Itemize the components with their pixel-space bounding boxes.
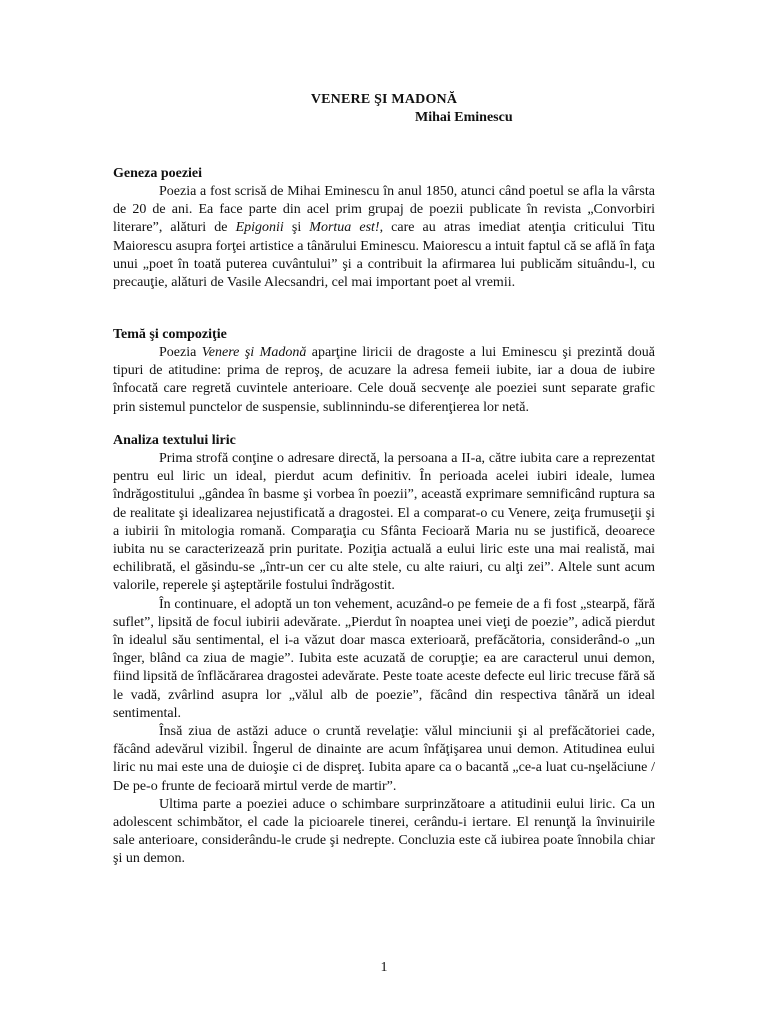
section-paragraph: Ultima parte a poeziei aduce o schimbare surprinzătoare a atitudinii eului liric. Ca un adolescent schimbător, el cade la picioarele tinerei, cerându-i iertare. El renunţă la învinuirile sale anterioare, considerându-le crude şi nedrepte. Concluzia este că iubirea poate înnobila chiar şi un demon. bbox=[113, 796, 655, 867]
section-paragraph: În continuare, el adoptă un ton vehement, acuzând-o pe femeie de a fi fost „stearpă, fără suflet”, lipsită de focul iubirii adevărate. „Pierdut în noaptea unei vieţi de poezie”, adică pierdut în idealul său sentimental, el i-a văzut doar masca exterioară, prefăcătoria, considerând-o „un înger, blând ca ziua de magie”. Iubita este acuzată de corupţie; ea are caracterul unui demon, fiind lipsită de înflăcărarea dragostei adevărate. Peste toate aceste defecte eul liric trecuse fără să le vadă, zvârlind asupra lor „vălul alb de poezie”, făcând din respectiva tânără un ideal sentimental. bbox=[113, 596, 655, 721]
section-paragraph: Poezia Venere şi Madonă aparţine liricii de dragoste a lui Eminescu şi prezintă două tipuri de atitudine: prima de reproş, de acuzare la adresa femeii iubite, iar a doua de iubire înfocată care regretă cuvintele anterioare. Cele două secvenţe ale poeziei sunt separate grafic prin sistemul punctelor de suspensie, sublinnindu-se diferenţierea lor netă. bbox=[113, 345, 655, 415]
page-number: 1 bbox=[380, 960, 388, 975]
section-text-analysis bbox=[113, 432, 655, 869]
document-author: Mihai Eminescu bbox=[415, 110, 513, 125]
section-genesis bbox=[113, 165, 655, 292]
section-heading: Temă şi compoziţie bbox=[113, 327, 227, 342]
section-paragraph: Însă ziua de astăzi aduce o cruntă revelaţie: vălul minciunii şi al prefăcătoriei cade, făcând adevărul vizibil. Îngerul de dinainte are acum înfăţişarea unui demon. Atitudinea eului liric nu mai este una de duioşie ci de dispreţ. Iubita apare ca o bacantă „ce-a luat cu-nşelăciune / De pe-o frunte de fecioară mirtul verde de martir”. bbox=[113, 724, 655, 794]
document-title: VENERE ŞI MADONĂ bbox=[310, 92, 458, 107]
section-paragraph: Prima strofă conţine o adresare directă, la persoana a II-a, către iubita care a reprezentat pentru eul liric un ideal, pierdut acum definitiv. În perioada acelei iubiri ideale, lumea îndrăgostitului „gândea în basme şi vorbea în poezii”, această exprimare semnificând ruptura sa de realitate şi idealizarea nejustificată a dragostei. El a comparat-o cu Venere, zeiţa frumuseţii şi a iubirii în mitologia romană. Comparaţia cu Sfânta Fecioară Maria nu se justifică, deoarece iubita nu se caracterizează prin puritate. Poziţia actuală a eului liric este una mai realistă, mai echilibrată, el găsindu-se „într-un cer cu alte stele, cu alte raiuri, cu alţi zei”. Altele sunt acum valorile, reperele şi aşteptările fostului îndrăgostit. bbox=[113, 451, 655, 594]
section-heading: Geneza poeziei bbox=[113, 166, 203, 181]
section-paragraph: Poezia a fost scrisă de Mihai Eminescu în anul 1850, atunci când poetul se afla la vârsta de 20 de ani. Ea face parte din acel prim grupaj de poezii publicate în revista „Convorbiri literare”, alături de Epigonii şi Mortua est!, care au atras imediat atenţia criticului Titu Maiorescu asupra forţei artistice a tânărului Eminescu. Maiorescu a intuit faptul că se află în faţa unui „poet în toată puterea cuvântului” şi a contribuit la afirmarea lui publicăm situându-l, cu precauţie, alături de Vasile Alecsandri, cel mai important poet al vremii. bbox=[113, 184, 655, 291]
section-theme-composition bbox=[113, 326, 655, 417]
section-heading: Analiza textului liric bbox=[113, 433, 236, 448]
